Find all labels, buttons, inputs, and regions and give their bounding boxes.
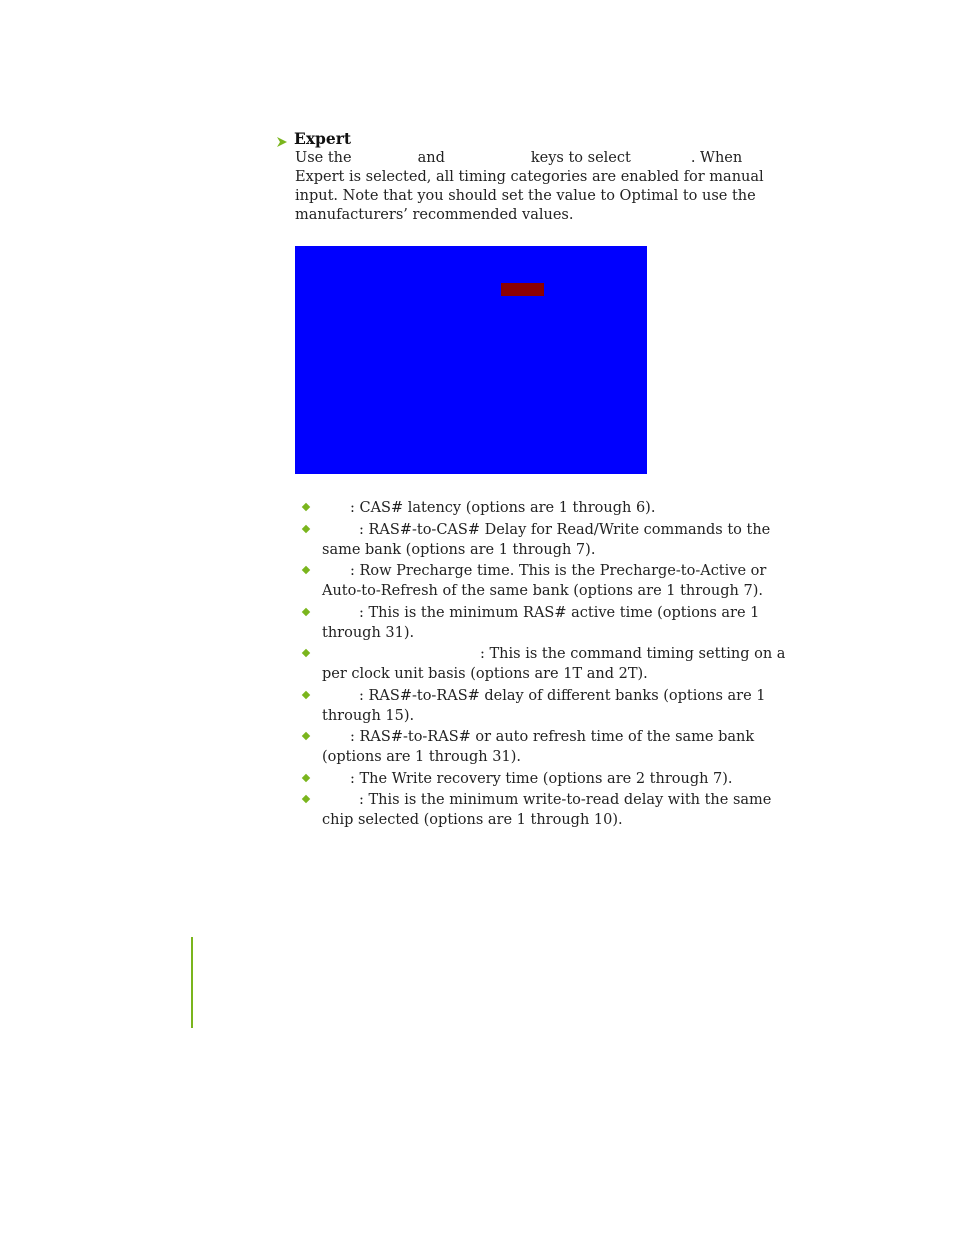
diamond-bullet-icon: [302, 649, 310, 657]
diamond-bullet-icon: [302, 732, 310, 740]
list-item: [300, 769, 790, 789]
bullet-text: : This is the minimum RAS# active time (options are 1 through 31).: [322, 604, 760, 641]
bullet-text: : This is the command timing setting on a per clock unit basis (options are 1T and 2T).: [322, 646, 786, 682]
diamond-bullet-icon: [302, 524, 310, 532]
bullet-text: : RAS#-to-RAS# or auto refresh time of the same bank (options are 1 through 31).: [322, 729, 755, 765]
bullet-text: : CAS# latency (options are 1 through 6).: [350, 500, 656, 516]
diamond-bullet-icon: [302, 773, 310, 781]
list-item: [300, 561, 790, 601]
list-item: [300, 727, 790, 767]
diamond-bullet-icon: [302, 566, 310, 574]
intro-text-3: keys to select: [530, 150, 631, 166]
arrow-bullet-icon: [276, 133, 288, 145]
section-title: Expert: [294, 129, 352, 148]
bullet-text: : RAS#-to-CAS# Delay for Read/Write commands to the same bank (options are 1 through 7).: [322, 521, 771, 558]
list-item: [300, 686, 790, 726]
diamond-bullet-icon: [302, 690, 310, 698]
intro-text-2: and: [417, 150, 445, 166]
list-item: [300, 520, 790, 560]
diamond-bullet-icon: [302, 795, 310, 803]
bullet-text: : RAS#-to-RAS# delay of different banks (options are 1 through 15).: [322, 687, 766, 724]
intro-text-4: . When Expert is selected, all timing categories are enabled for manual input. Note that you should set the value to Optimal to use the manufacturers’ recommended values.: [295, 150, 764, 223]
diamond-bullet-icon: [302, 503, 310, 511]
bullet-text: : The Write recovery time (options are 2 through 7).: [350, 770, 733, 787]
timing-options-list: [300, 498, 790, 832]
list-item: [300, 603, 790, 643]
bios-selected-option: [501, 283, 544, 296]
list-item: [300, 498, 790, 518]
margin-rule: [191, 937, 193, 1028]
bullet-text: : This is the minimum write-to-read delay with the same chip selected (options are 1 through 10).: [322, 792, 772, 828]
list-item: [300, 644, 790, 684]
bullet-text: : Row Precharge time. This is the Precharge-to-Active or Auto-to-Refresh of the same bank (options are 1 through 7).: [322, 563, 767, 599]
intro-text-1: Use the: [295, 150, 352, 166]
intro-paragraph: [295, 149, 787, 225]
list-item: [300, 790, 790, 830]
bios-screenshot: [295, 246, 647, 474]
diamond-bullet-icon: [302, 607, 310, 615]
section-heading: [276, 129, 351, 148]
